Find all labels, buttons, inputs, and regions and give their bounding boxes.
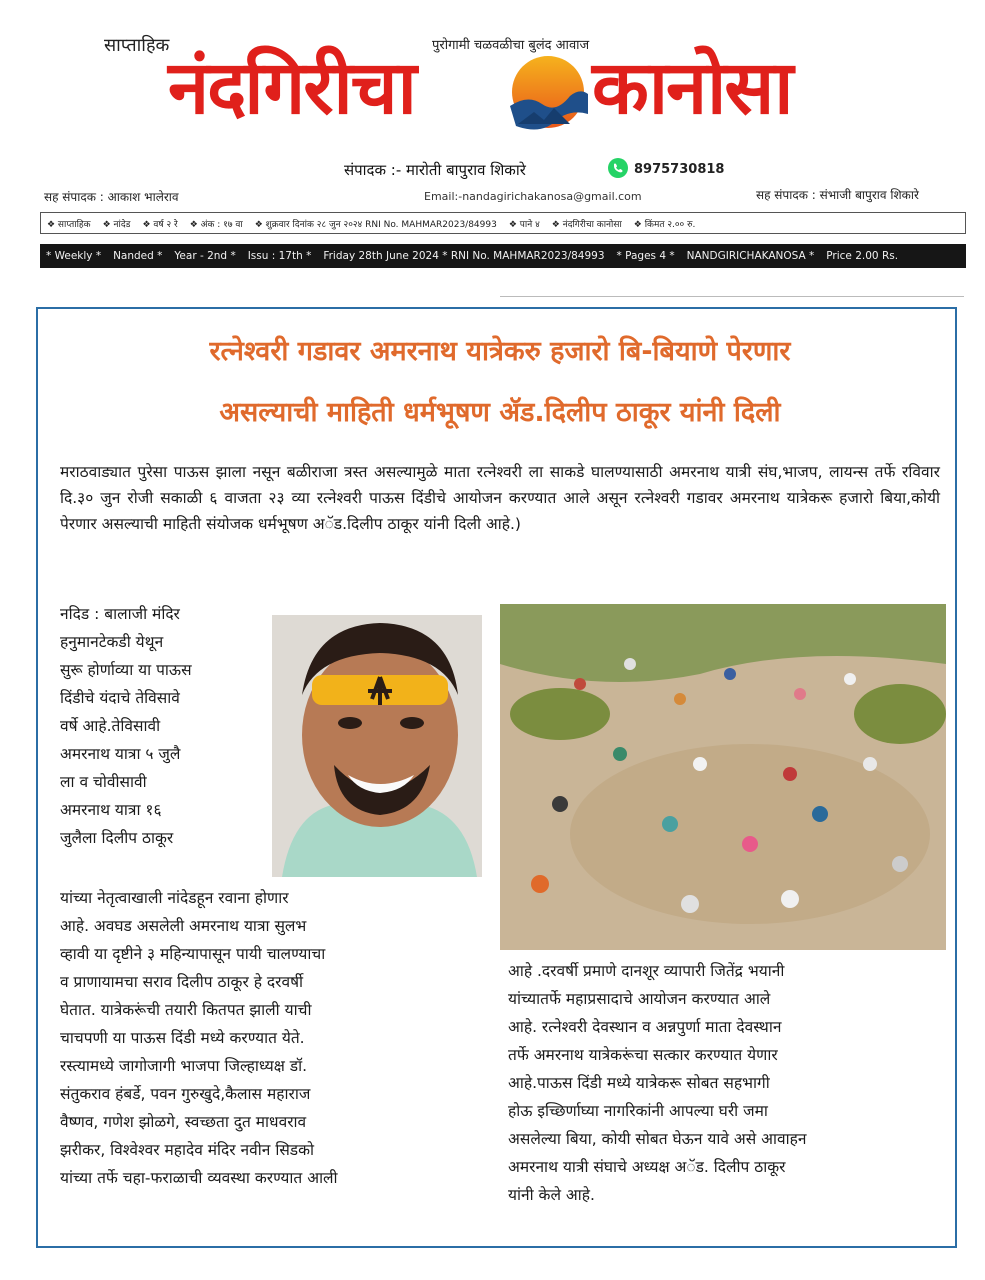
info-item: ❖ नांदेड <box>102 219 131 230</box>
info-item: ❖ शुक्रवार दिनांक २८ जुन २०२४ RNI No. MAHMAR2023/84993 <box>254 219 497 230</box>
headline-line-1: रत्नेश्वरी गडावर अमरनाथ यात्रेकरु हजारो बि-बियाणे पेरणार <box>209 336 791 367</box>
text-line: आहे.पाऊस दिंडी मध्ये यात्रेकरू सोबत सहभागी <box>508 1074 770 1092</box>
info-item: Issu : 17th * <box>247 250 312 262</box>
text-line: चाचपणी या पाऊस दिंडी मध्ये करण्यात येते. <box>60 1029 305 1047</box>
whatsapp-icon <box>608 158 628 178</box>
text-line: आहे. अवघड असलेली अमरनाथ यात्रा सुलभ <box>60 917 307 935</box>
text-line: हनुमानटेकडी येथून <box>60 633 164 651</box>
info-item: Year - 2nd * <box>174 250 236 262</box>
seed-sowing-photo <box>500 604 946 950</box>
headline-line-2: असल्याची माहिती धर्मभूषण ॲड.दिलीप ठाकूर यांनी दिली <box>219 397 781 428</box>
info-item: ❖ पाने ४ <box>508 219 540 230</box>
column-wide-left <box>60 884 485 1192</box>
info-item: Price 2.00 Rs. <box>826 250 899 262</box>
text-line: यांच्यातर्फे महाप्रसादाचे आयोजन करण्यात आले <box>508 990 771 1008</box>
text-line: आहे .दरवर्षी प्रमाणे दानशूर व्यापारी जितेंद्र भयानी <box>508 962 785 980</box>
text-line: अमरनाथ यात्रा १६ <box>60 801 162 819</box>
editor-line: संपादक :- मारोती बापुराव शिकारे <box>344 161 526 179</box>
weekly-label: साप्ताहिक <box>104 35 170 56</box>
info-item: ❖ अंक : १७ वा <box>189 219 243 230</box>
text-line: अमरनाथ यात्री संघाचे अध्यक्ष अॅड. दिलीप ठाकूर <box>508 1158 786 1176</box>
info-item: NANDGIRICHAKANOSA * <box>686 250 815 262</box>
text-line: यांच्या तर्फे चहा-फराळाची व्यवस्था करण्यात आली <box>60 1169 338 1187</box>
info-item: ❖ वर्ष २ रे <box>142 219 178 230</box>
co-editor-left: सह संपादक : आकाश भालेराव <box>44 190 179 204</box>
newspaper-title-right: कानोसा <box>592 45 792 131</box>
text-line: वर्षे आहे.तेविसावी <box>60 717 161 735</box>
email-address: Email:-nandagirichakanosa@gmail.com <box>424 190 642 203</box>
sun-mountain-logo <box>508 54 588 140</box>
text-line: दिंडीचे यंदाचे तेविसावे <box>60 689 180 707</box>
info-item: ❖ साप्ताहिक <box>47 219 91 230</box>
info-item: Friday 28th June 2024 * RNI No. MAHMAR2023/84993 <box>323 250 605 262</box>
text-line: तर्फे अमरनाथ यात्रेकरूंचा सत्कार करण्यात येणार <box>508 1046 778 1064</box>
text-line: व्हावी या दृष्टीने ३ महिन्यापासून पायी चालण्याचा <box>60 945 326 963</box>
info-bar-marathi <box>40 212 966 234</box>
co-editor-right: सह संपादक : संभाजी बापुराव शिकारे <box>756 188 919 202</box>
text-line: संतुकराव हंबर्डे, पवन गुरुखुदे,कैलास महाराज <box>60 1085 311 1103</box>
text-line: झरीकर, विश्वेश्वर महादेव मंदिर नवीन सिडको <box>60 1141 315 1159</box>
info-bar-english <box>40 244 966 268</box>
info-item: ❖ किंमत २.०० रु. <box>633 219 696 230</box>
text-line: आहे. रत्नेश्वरी देवस्थान व अन्नपुर्णा माता देवस्थान <box>508 1018 782 1036</box>
text-line: सुरू होर्णाव्या या पाऊस <box>60 661 192 679</box>
tagline: पुरोगामी चळवळीचा बुलंद आवाज <box>432 38 590 53</box>
newspaper-title-left: नंदगिरीचा <box>168 45 415 131</box>
text-line: नदिड : बालाजी मंदिर <box>60 605 180 623</box>
intro-paragraph: मराठवाड्यात पुरेसा पाऊस झाला नसून बळीराजा त्रस्त असल्यामुळे माता रत्नेश्वरी ला साकडे घालण्यासाठी अमरनाथ यात्री संघ,भाजप, लायन्स तर्फे रविवार दि.३० जुन रोजी सकाळी ६ वाजता २३ व्या रत्नेश्वरी पाऊस दिंडीचे आयोजन करण्यात आले असून रत्नेश्वरी गडावर अमरनाथ यात्रेकरू हजारो बिया,कोयी पेरणार असल्याची माहिती संयोजक धर्मभूषण अॅड.दिलीप ठाकूर यांनी दिली आहे.) <box>60 463 940 533</box>
text-line: यांच्या नेतृत्वाखाली नांदेडहून रवाना होणार <box>60 889 289 907</box>
phone-number: 8975730818 <box>634 162 725 177</box>
text-line: व प्राणायामचा सराव दिलीप ठाकूर हे दरवर्षी <box>60 973 304 991</box>
text-line: ला व चोवीसावी <box>60 773 147 791</box>
info-item: Nanded * <box>113 250 163 262</box>
info-item: * Pages 4 * <box>616 250 675 262</box>
text-line: असलेल्या बिया, कोयी सोबत घेऊन यावे असे आवाहन <box>508 1130 807 1148</box>
text-line: जुलैला दिलीप ठाकूर <box>60 829 174 847</box>
text-line: रस्त्यामध्ये जागोजागी भाजपा जिल्हाध्यक्ष डॉ. <box>60 1057 308 1075</box>
info-item: ❖ नंदगिरीचा कानोसा <box>551 219 622 230</box>
column-right <box>508 957 940 1209</box>
portrait-photo <box>272 615 482 877</box>
column-narrow <box>60 600 265 852</box>
text-line: घेतात. यात्रेकरूंची तयारी कितपत झाली याची <box>60 1001 312 1019</box>
text-line: अमरनाथ यात्रा ५ जुलै <box>60 745 181 763</box>
divider <box>500 296 964 297</box>
text-line: वैष्णव, गणेश झोळगे, स्वच्छता दुत माधवराव <box>60 1113 307 1131</box>
text-line: यांनी केले आहे. <box>508 1186 595 1204</box>
info-item: * Weekly * <box>46 250 102 262</box>
text-line: होऊ इच्छिर्णाघ्या नागरिकांनी आपल्या घरी जमा <box>508 1102 768 1120</box>
